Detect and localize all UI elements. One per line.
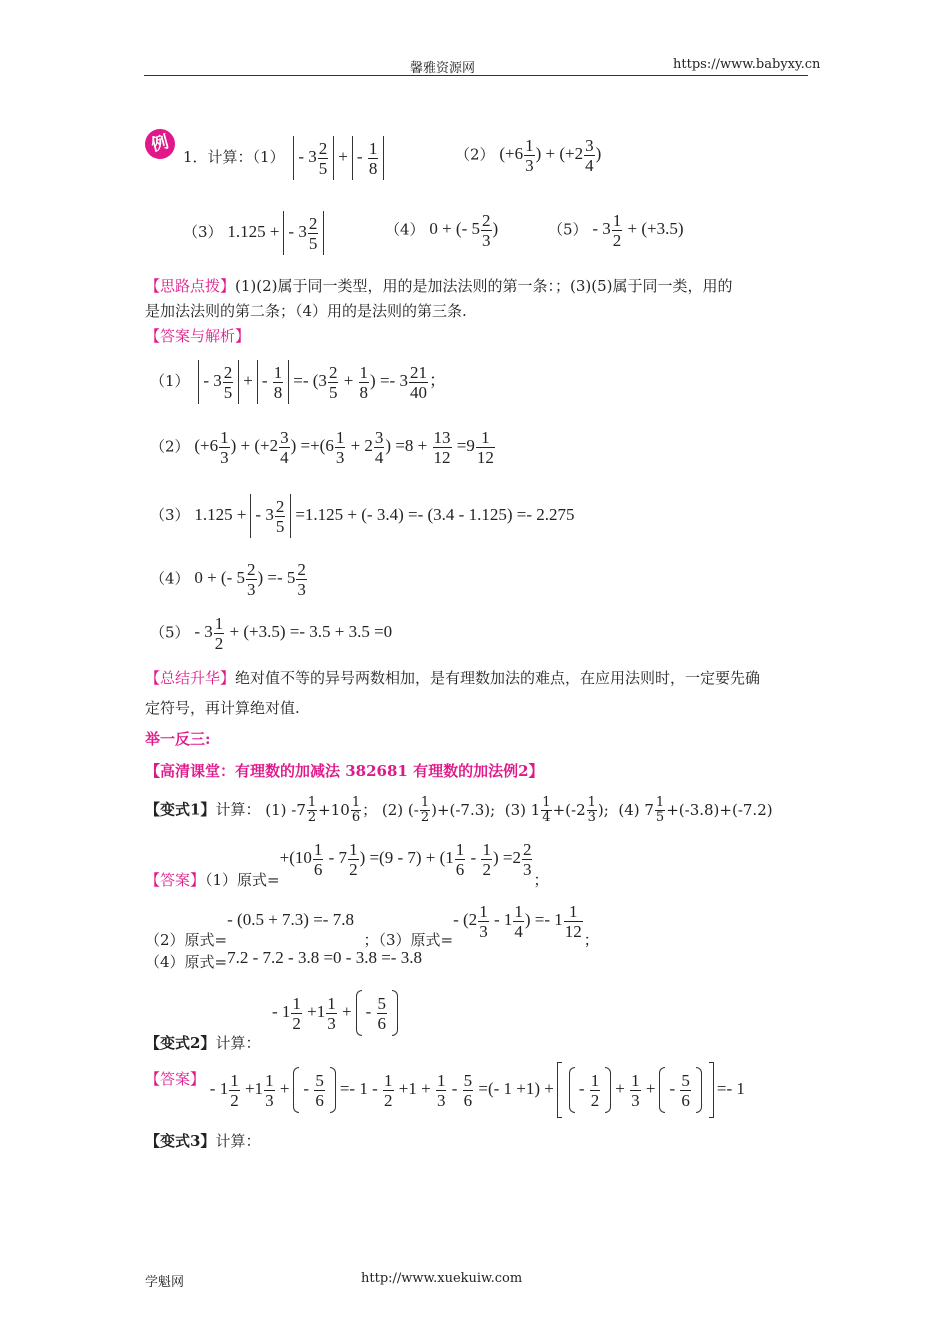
summary-text-1: 绝对值不等的异号两数相加，是有理数加法的难点，在应用法则时，一定要先确	[235, 669, 761, 687]
label-1: （1）	[252, 147, 285, 166]
variant1-answer-tag: 【答案】	[145, 871, 206, 890]
variant2-answer: 【答案】 - 1 $\frac{1}{2}$ +1 $\frac{1}{3}$ + - $\frac{5}{6}$ =- 1 - $\frac{1}{2}$ +1 + $\frac{1}{3}$ - $\frac{5}{6}$ =(- 1 +1) + - $\frac{1}{2}$ + $\frac{1}{3}$ + - $\frac{5}{6}$ =- 1	[145, 1062, 745, 1118]
variant2-question	[145, 1031, 260, 1056]
variant2-tag: 【变式2】	[145, 1034, 216, 1052]
hint-text-1: (1)(2)属于同一类型，用的是加法法则的第一条：；(3)(5)属于同一类，用的	[235, 277, 733, 295]
variant2-expression: - 1 $\frac{1}{2}$ +1 $\frac{1}{3}$ + - $\frac{5}{6}$	[272, 990, 402, 1036]
solution-4: （4） 0 + (- 5 $\frac{2}{3}$ ) =- 5 $\frac{2}{3}$	[150, 560, 306, 599]
header-site: 馨雅资源网	[410, 61, 476, 76]
example-prefix: 1．计算：	[183, 147, 253, 166]
header-url[interactable]: https://www.babyxy.cn	[673, 57, 821, 72]
label-5: （5）	[548, 220, 588, 239]
summary-tag: 【总结升华】	[145, 669, 236, 687]
variant3-tag: 【变式3】	[145, 1132, 216, 1150]
label-4: （4）	[385, 220, 425, 239]
label-2: （2）	[455, 145, 495, 164]
header-rule	[144, 75, 808, 76]
example-badge-icon: 例	[142, 126, 179, 163]
hint-line-2: 是加法法则的第二条；（4）用的是法则的第三条.	[145, 302, 467, 320]
variant1-tag: 【变式1】	[145, 800, 216, 819]
video-reference: 【高清课堂：有理数的加减法 382681 有理数的加法例2】	[145, 762, 544, 780]
example-item-4: （4） 0 + (- 5 $\frac{2}{3}$ )	[385, 211, 499, 250]
hint-line-1	[145, 274, 733, 299]
variant1-question: 【变式1】计算： (1) -7 $\frac{1}{2}$ +10 $\frac{1}{6}$ ； (2) (- $\frac{1}{2}$ )+(-7.3); (3) 1 $\frac{1}{4}$ +(-2 $\frac{1}{3}$ ); (4) 7 $\frac{1}{5}$ +(-3.8)+(-7.2)	[145, 795, 773, 825]
variant3-question	[145, 1129, 260, 1154]
variant1-label: 计算：	[215, 800, 261, 819]
summary-line-1	[145, 666, 760, 691]
solution-5: （5） - 3 $\frac{1}{2}$ + (+3.5) =- 3.5 + 3.5 =0	[150, 614, 393, 653]
solution-1: （1） - 3 $\frac{2}{5}$ + - $\frac{1}{8}$ =- (3 $\frac{2}{5}$ + $\frac{1}{8}$ ) =- 3 $\frac{21}{40}$ ；	[150, 360, 446, 404]
label-3: （3）	[183, 222, 223, 241]
hint-tag: 【思路点拨】	[145, 277, 236, 295]
footer-url[interactable]: http://www.xuekuiw.com	[361, 1271, 523, 1286]
practice-title: 举一反三:	[145, 730, 211, 748]
variant1-answer-2: （2）原式=- (0.5 + 7.3) =- 7.8 ；（3）原式=- (2 $\frac{1}{3}$ - 1 $\frac{1}{4}$ ) =- 1 $\frac{1}{12}$ ；	[145, 902, 599, 950]
variant2-answer-tag: 【答案】	[145, 1069, 206, 1088]
solution-3: （3） 1.125 + - 3 $\frac{2}{5}$ =1.125 + (- 3.4) =- (3.4 - 1.125) =- 2.275	[150, 494, 574, 538]
summary-line-2: 定符号，再计算绝对值.	[145, 699, 300, 717]
solution-2: （2） (+6 $\frac{1}{3}$ ) + (+2 $\frac{3}{4}$ ) =+(6 $\frac{1}{3}$ + 2 $\frac{3}{4}$ ) =8 + $\frac{13}{12}$ =9 $\frac{1}{12}$	[150, 428, 494, 467]
variant1-answer-1: 【答案】（1）原式=+(10 $\frac{1}{6}$ - 7 $\frac{1}{2}$ ) =(9 - 7) + (1 $\frac{1}{6}$ - $\frac{1}{2}$ ) =2 $\frac{2}{3}$ ；	[145, 840, 549, 890]
variant2-label: 计算：	[215, 1034, 261, 1052]
footer-left: 学魁网	[145, 1275, 185, 1290]
example-item-5: （5） - 3 $\frac{1}{2}$ + (+3.5)	[548, 211, 684, 250]
example-item-2: （2） (+6 $\frac{1}{3}$ ) + (+2 $\frac{3}{4}$ )	[455, 136, 602, 175]
variant3-label: 计算：	[215, 1132, 261, 1150]
answer-tag: 【答案与解析】	[145, 327, 251, 345]
example-row-1: 1．计算：（1） - 3 $\frac{2}{5}$ + - $\frac{1}{8}$	[183, 136, 388, 180]
variant1-answer-4: （4）原式=7.2 - 7.2 - 3.8 =0 - 3.8 =- 3.8	[145, 948, 422, 971]
example-item-3: （3） 1.125 + - 3 $\frac{2}{5}$	[183, 211, 328, 255]
